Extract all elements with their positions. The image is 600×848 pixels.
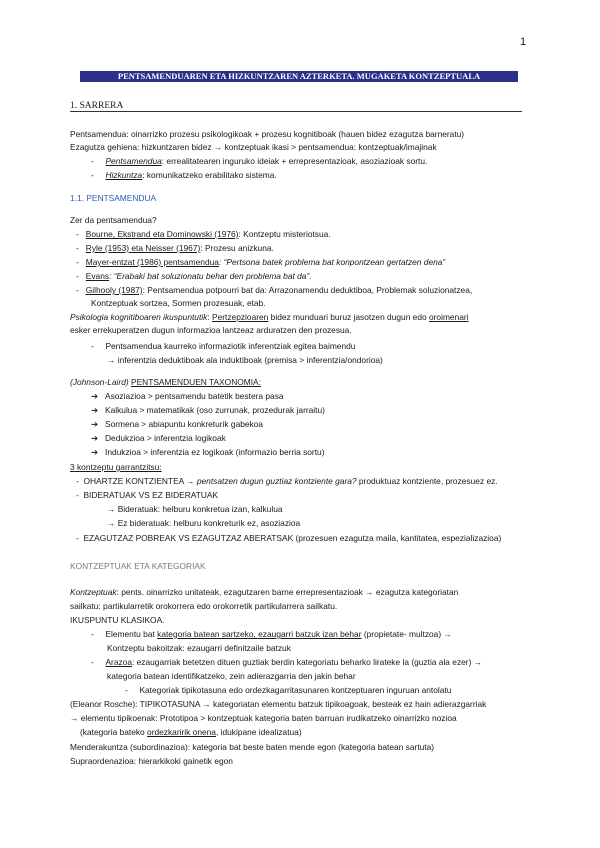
list-item: - Arazoa: ezaugarriak betetzen dituen guztiak berdin kategoriatu beharko lirateke la (guztia ala ezer) → bbox=[91, 657, 483, 667]
arrow-icon: ➔ bbox=[91, 447, 99, 457]
taxonomy-item: ➔ Sormena > abiapuntu konkreturik gabekoa bbox=[91, 419, 264, 429]
section-heading-pentsamendua: 1.1. PENTSAMENDUA bbox=[70, 193, 157, 203]
psico-line-2: esker errekuperatzen dugun informazioa lantzeaz arduratzen den prozesua. bbox=[70, 325, 352, 335]
kontz-line-5: → elementu tipikoenak: Prototipoa > kontzeptuak kategoria baten barruan irudikatzeko oinarrizko nozioa bbox=[70, 713, 457, 723]
list-item: - Pentsamendua: errealitatearen inguruko ideiak + errepresentazioak, asoziazioak sortu. bbox=[91, 156, 428, 166]
author-item: - Ryle (1953) eta Neisser (1967): Prozesu anizkuna. bbox=[76, 243, 274, 253]
section-heading-sarrera: 1. SARRERA bbox=[70, 101, 124, 111]
list-item: - Hizkuntza: komunikatzeko erabilitako sistema. bbox=[91, 170, 277, 180]
kontz-line-7: Menderakuntza (subordinazioa): kategoria bat beste baten mende egon (kategoria batean sartuta) bbox=[70, 742, 435, 752]
kontzeptu-sub: → Bideratuak: helburu konkretua izan, kalkulua bbox=[107, 504, 283, 514]
kontz-line-8: Supraordenazioa: hierarkikoki gainetik egon bbox=[70, 756, 233, 766]
taxonomy-item: ➔ Indukzioa > inferentzia ez logikoak (informazio berria sortu) bbox=[91, 447, 325, 457]
kontzeptu-heading: 3 kontzeptu garrantzitsu: bbox=[70, 462, 162, 472]
kontzeptu-item: - BIDERATUAK VS EZ BIDERATUAK bbox=[76, 490, 219, 500]
taxonomy-heading: (Johnson-Laird) PENTSAMENDUEN TAXONOMIA: bbox=[70, 377, 261, 387]
kontzeptu-item: - EZAGUTZAZ POBREAK VS EZAGUTZAZ ABERATSAK (prozesuen ezagutza maila, kantitatea, espezializazioa) bbox=[76, 533, 502, 543]
list-item: - Elementu bat kategoria batean sartzeko, ezaugarri batzuk izan behar (propietate- multzoa) → bbox=[91, 629, 452, 639]
taxonomy-item: ➔ Dedukzioa > inferentzia logikoak bbox=[91, 433, 226, 443]
kontz-line-2: sailkatu: partikularretik orokorrera edo orokorretik partikularrera sailkatu. bbox=[70, 601, 338, 611]
arrow-icon: ➔ bbox=[91, 419, 99, 429]
question: Zer da pentsamendua? bbox=[70, 215, 157, 225]
kontz-line-6: (kategoria bateko ordezkaririk onena, idukipane idealizatua) bbox=[80, 727, 302, 737]
kontz-line-1: Kontzeptuak: pents. oinarrizko unitateak, ezagutzaren barne errepresentazioak → ezagutza kategoriatan bbox=[70, 587, 459, 597]
kontzeptu-sub: → Ez bideratuak: helburu konkreturik ez, asoziazioa bbox=[107, 518, 301, 528]
intro-line-1: Pentsamendua: oinarrizko prozesu psikologikoak + prozesu kognitiboak (hauen bidez ezagutza barneratu) bbox=[70, 129, 465, 139]
list-item-cont: kategoria batean identifikatzeko, zein adierazgarria den jakin behar bbox=[107, 671, 356, 681]
arrow-icon: ➔ bbox=[91, 405, 99, 415]
kontzeptu-item: - OHARTZE KONTZIENTEA → pentsatzen dugun guztiaz kontziente gara? produktuaz kontziente, prozesuez ez. bbox=[76, 476, 498, 486]
page-number: 1 bbox=[520, 36, 527, 48]
author-item: - Gilhooly (1987): Pentsamendua potpourri bat da: Arrazonamendu deduktiboa, Problemak soluzionatzea, bbox=[76, 285, 473, 295]
taxonomy-item: ➔ Asoziazioa > pentsamendu batetik bestera pasa bbox=[91, 391, 284, 401]
taxonomy-item: ➔ Kalkulua > matematikak (oso zurrunak, prozedurak jarraitu) bbox=[91, 405, 325, 415]
list-item: - Pentsamendua kaurreko informaziotik inferentziak egitea baimendu bbox=[91, 341, 356, 351]
section-underline bbox=[70, 101, 522, 112]
kontz-line-4: (Eleanor Rosche): TIPIKOTASUNA → kategoriatan elementu batzuk tipikoagoak, besteak ez hain adierazgarriak bbox=[70, 699, 487, 709]
arrow-icon: ➔ bbox=[91, 391, 99, 401]
document-title: PENTSAMENDUAREN ETA HIZKUNTZAREN AZTERKETA. MUGAKETA KONTZEPTUALA bbox=[80, 71, 518, 82]
list-item-cont: Kontzeptu bakoitzak: ezaugarri definitzaile batzuk bbox=[107, 643, 291, 653]
list-item: - Kategoriak tipikotasuna edo ordezkagarritasunaren kontzeptuaren inguruan antolatu bbox=[125, 685, 452, 695]
psico-sub: → inferentzia deduktiboak ala induktiboak (premisa > inferentzia/ondorioa) bbox=[107, 355, 383, 365]
author-item-cont: Kontzeptuak sortzea, Sormen prozesuak, etab. bbox=[91, 298, 266, 308]
arrow-icon: ➔ bbox=[91, 433, 99, 443]
author-item: - Bourne, Ekstrand eta Dominowski (1976): Kontzeptu misteriotsua. bbox=[76, 229, 331, 239]
author-item: - Evans: “Erabaki bat soluzionatu behar den problema bat da”. bbox=[76, 271, 312, 281]
author-item: - Mayer-entzat (1986) pentsamendua: “Pertsona batek problema bat konpontzean gertatzen dena” bbox=[76, 257, 446, 267]
section-heading-kontzeptuak: KONTZEPTUAK ETA KATEGORIAK bbox=[70, 561, 206, 571]
intro-line-2: Ezagutza gehiena: hizkuntzaren bidez → kontzeptuak ikasi > pentsamendua: kontzeptuak/imajinak bbox=[70, 142, 437, 152]
psico-line-1: Psikologia kognitiboaren ikuspuntutik: Pertzepzioaren bidez munduari buruz jasotzen dugun edo oroimenari bbox=[70, 312, 469, 322]
kontz-line-3: IKUSPUNTU KLASIKOA. bbox=[70, 615, 165, 625]
